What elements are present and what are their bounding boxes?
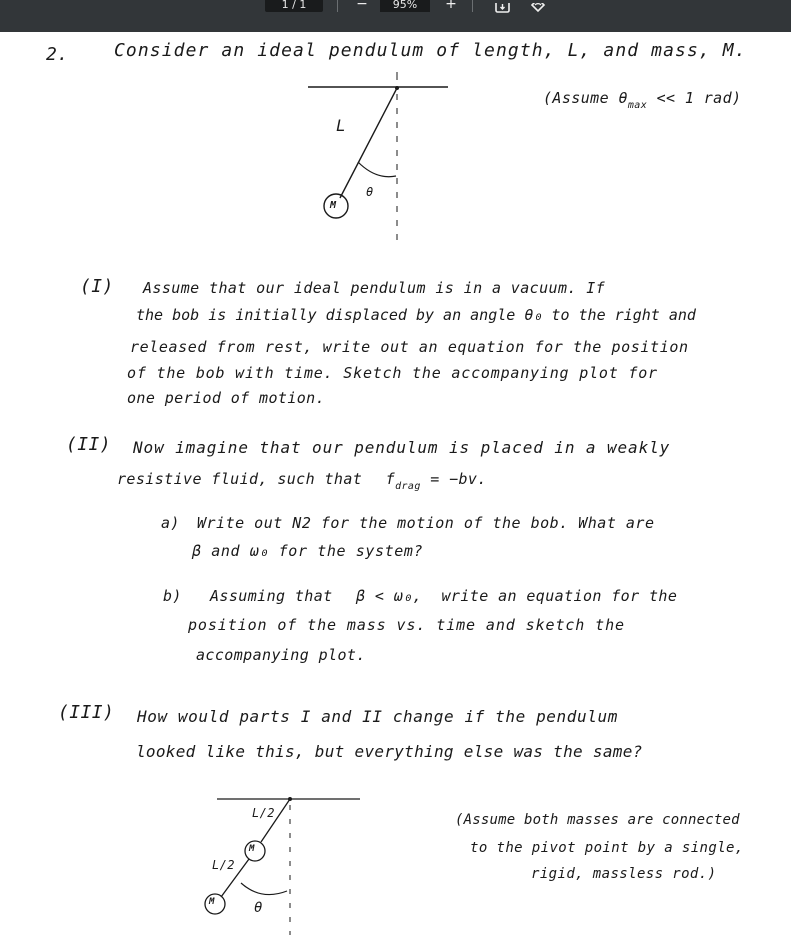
part2b-label: b)	[163, 587, 182, 605]
pendulum-rod	[340, 88, 397, 198]
upper-mass	[245, 841, 265, 861]
part2b-suffix: write an equation for the	[441, 587, 678, 605]
pendulum-diagram	[300, 72, 470, 252]
angle-label: θ	[366, 185, 374, 199]
drag-force-symbol: f	[385, 470, 396, 488]
angle-arc	[241, 883, 287, 895]
viewer-toolbar	[0, 0, 791, 32]
zoom-out-button[interactable]: −	[356, 0, 368, 12]
lower-mass-label: M	[209, 897, 215, 907]
toolbar-divider	[472, 0, 473, 12]
part2b-prefix: Assuming that	[210, 587, 333, 605]
rotate-icon[interactable]	[528, 0, 548, 12]
toolbar-divider	[337, 0, 338, 12]
length-label: L	[336, 116, 347, 135]
angle-label: θ	[254, 900, 263, 916]
part1-line: the bob is initially displaced by an angle θ₀ to the right and	[136, 306, 696, 324]
upper-mass-label: M	[249, 844, 255, 854]
angle-arc	[358, 162, 396, 177]
page-indicator[interactable]: 1 / 1	[265, 0, 323, 12]
assumption-suffix: << 1 rad)	[656, 89, 742, 107]
part3-note-line: (Assume both masses are connected	[455, 812, 740, 828]
document-page	[0, 32, 791, 936]
problem-intro: Consider an ideal pendulum of length, L, and mass, M.	[114, 40, 747, 61]
assumption-note	[543, 89, 742, 111]
part2a-label: a)	[161, 514, 180, 532]
part1-label: (I)	[80, 276, 114, 297]
upper-length-label: L/2	[252, 806, 275, 820]
drag-force-rhs: = −bv.	[430, 470, 487, 488]
part2b-line2: position of the mass vs. time and sketch the	[188, 616, 625, 634]
assumption-prefix: (Assume θ	[543, 89, 628, 107]
part2-line2	[117, 470, 487, 492]
drag-force-subscript: drag	[395, 481, 421, 492]
problem-number: 2.	[46, 44, 69, 65]
part2-line1: Now imagine that our pendulum is placed in a weakly	[133, 438, 671, 457]
part3-note-line: to the pivot point by a single,	[470, 840, 744, 856]
part1-line: Assume that our ideal pendulum is in a vacuum. If	[143, 279, 606, 297]
fit-page-icon[interactable]	[493, 0, 513, 12]
part3-label: (III)	[58, 702, 115, 723]
part2b-line3: accompanying plot.	[196, 646, 366, 664]
zoom-in-button[interactable]: +	[445, 0, 457, 12]
part2-line2-prefix: resistive fluid, such that	[117, 470, 363, 488]
part3-line1: How would parts I and II change if the pendulum	[137, 707, 618, 726]
zoom-level-field[interactable]: 95%	[380, 0, 430, 12]
part1-line: one period of motion.	[127, 389, 326, 407]
part2b-line1	[210, 587, 677, 605]
part3-note-line: rigid, massless rod.)	[531, 866, 717, 882]
part3-line2: looked like this, but everything else was the same?	[136, 742, 643, 761]
mass-label: M	[330, 200, 337, 211]
part1-line: of the bob with time. Sketch the accompanying plot for	[127, 364, 658, 382]
lower-length-label: L/2	[212, 858, 235, 872]
part2a-line1: Write out N2 for the motion of the bob. What are	[197, 514, 655, 532]
part2-label: (II)	[66, 434, 111, 455]
part2b-condition: β < ω₀,	[356, 587, 423, 605]
lower-mass	[205, 894, 225, 914]
part2a-line2: β and ω₀ for the system?	[192, 542, 424, 560]
part1-line: released from rest, write out an equation for the position	[130, 338, 689, 356]
assumption-subscript: max	[627, 100, 648, 111]
